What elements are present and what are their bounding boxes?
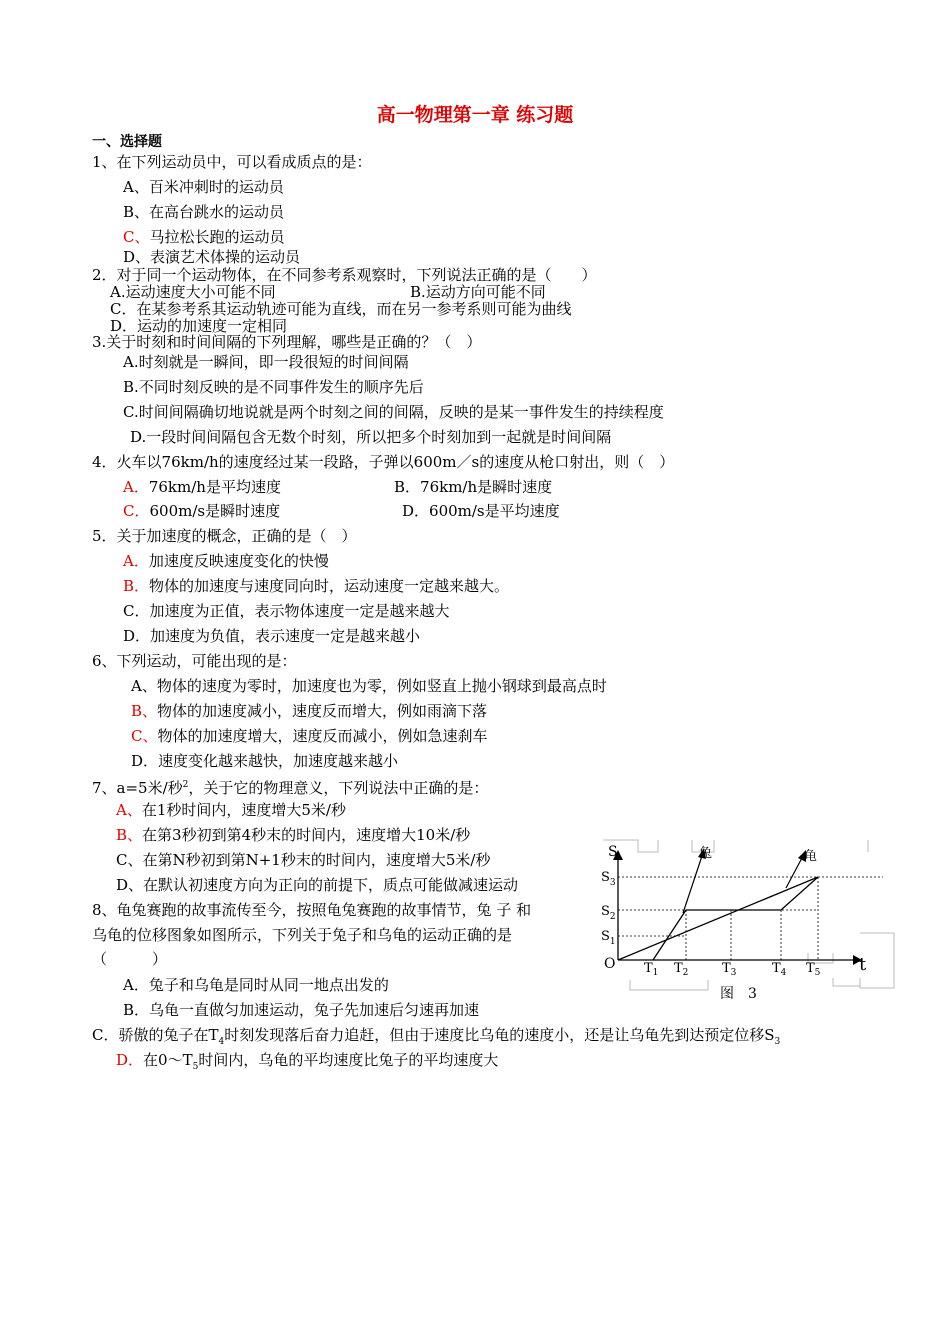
answer-key: A． [123, 478, 149, 496]
q4-option-d: D．600m/s是平均速度 [402, 502, 560, 520]
q4-option-c [123, 502, 280, 520]
subscript: 5 [814, 968, 821, 978]
q2-stem: 2．对于同一个运动物体，在不同参考系观察时，下列说法正确的是（ ） [92, 266, 597, 284]
stem-text: 7、a=5米/秒 [92, 779, 183, 797]
subscript: 3 [730, 968, 737, 978]
q5-option-d: D．加速度为负值，表示速度一定是越来越小 [123, 627, 421, 645]
answer-key: B、 [131, 702, 158, 720]
option-text: 物体的加速度与速度同向时，运动速度一定越来越大。 [149, 577, 510, 595]
label-s1 [601, 929, 616, 947]
subscript: 4 [780, 968, 787, 978]
label-text: T [772, 961, 781, 976]
q1-option-a: A、百米冲刺时的运动员 [123, 178, 284, 196]
q4-option-b: B．76km/h是瞬时速度 [394, 478, 553, 496]
page-title: 高一物理第一章 练习题 [376, 104, 574, 126]
answer-key: C、 [123, 228, 150, 246]
option-text: 物体的加速度增大，速度反而减小，例如急速刹车 [157, 727, 488, 745]
guide-lines [618, 877, 883, 960]
subscript: 2 [682, 968, 689, 978]
q7-option-d: D、在默认初速度方向为正向的前提下，质点可能做减速运动 [116, 876, 519, 894]
q7-stem [92, 776, 488, 797]
label-text: S [601, 929, 610, 944]
label-text: T [644, 961, 653, 976]
rabbit-line [653, 877, 818, 960]
subscript: 3 [609, 878, 616, 888]
q3-option-b: B.不同时刻反映的是不同事件发生的顺序先后 [123, 378, 424, 396]
subscript: 3 [774, 1037, 781, 1047]
q8-option-d [116, 1051, 498, 1076]
q1-option-c [123, 228, 285, 246]
q7-option-a [116, 801, 346, 819]
q2-option-a: A.运动速度大小可能不同 [110, 283, 276, 301]
q4-stem: 4．火车以76km/h的速度经过某一段路，子弹以600m／s的速度从枪口射出，则（ ） [92, 453, 675, 471]
turtle-line [618, 877, 818, 960]
q5-option-b [123, 577, 509, 595]
subscript: 1 [609, 937, 616, 947]
q5-option-c: C．加速度为正值，表示物体速度一定是越来越大 [123, 602, 450, 620]
q4-option-a [123, 478, 281, 496]
figure-caption: 图 3 [720, 986, 757, 1002]
q6-stem: 6、下列运动，可能出现的是： [92, 652, 297, 670]
q7-option-b [116, 826, 470, 844]
subscript: 5 [192, 1062, 199, 1072]
label-text: T [722, 961, 731, 976]
label-t1 [644, 961, 658, 978]
q6-option-a: A、物体的速度为零时，加速度也为零，例如竖直上抛小钢球到最高点时 [131, 677, 607, 695]
option-text: 在0～T [143, 1051, 193, 1069]
q1-option-d: D、表演艺术体操的运动员 [123, 248, 301, 266]
answer-key: B． [123, 577, 150, 595]
label-s2 [601, 904, 616, 922]
option-text: 时刻发现落后奋力追赶，但由于速度比乌龟的速度小，还是让乌龟先到达预定位移S [224, 1026, 775, 1044]
y-axis-label: S [608, 844, 618, 860]
q3-option-a: A.时刻就是一瞬间，即一段很短的时间间隔 [123, 353, 409, 371]
answer-key: A、 [116, 801, 142, 819]
option-text: 加速度反映速度变化的快慢 [148, 552, 329, 570]
q3-option-d: D.一段时间间隔包含无数个时刻，所以把多个时刻加到一起就是时间间隔 [130, 428, 612, 446]
q3-stem: 3.关于时刻和时间间隔的下列理解，哪些是正确的？（ ） [92, 333, 482, 351]
answer-key: B、 [116, 826, 143, 844]
origin-label: O [604, 956, 616, 972]
q5-stem: 5．关于加速度的概念，正确的是（ ） [92, 527, 357, 545]
q8-option-b: B．乌龟一直做匀加速运动，兔子先加速后匀速再加速 [123, 1001, 480, 1019]
label-text: T [806, 961, 815, 976]
section-heading: 一、选择题 [92, 134, 162, 150]
q1-stem: 1、在下列运动员中，可以看成质点的是： [92, 153, 372, 171]
q6-option-c [131, 727, 488, 745]
q8-option-c [92, 1026, 780, 1051]
option-text: 600m/s是瞬时速度 [149, 502, 281, 520]
label-text: S [601, 870, 610, 885]
q8-stem-line2: 乌龟的位移图象如图所示，下列关于兔子和乌龟的运动正确的是 [92, 926, 513, 944]
label-t3 [722, 961, 737, 978]
q2-option-c: C．在某参考系其运动轨迹可能为直线，而在另一参考系则可能为曲线 [110, 300, 572, 318]
x-axis-label: t [859, 954, 867, 975]
turtle-label: 龟 [804, 849, 818, 864]
subscript: 2 [609, 912, 616, 922]
q3-option-c: C.时间间隔确切地说就是两个时刻之间的间隔，反映的是某一事件发生的持续程度 [123, 403, 664, 421]
answer-key: C． [123, 502, 150, 520]
turtle-pointer [786, 856, 803, 888]
subscript: 4 [218, 1037, 225, 1047]
q6-option-d: D．速度变化越来越快，加速度越来越小 [131, 752, 399, 770]
option-text: 时间内，乌龟的平均速度比兔子的平均速度大 [198, 1051, 499, 1069]
q6-option-b [131, 702, 487, 720]
q2-option-b: B.运动方向可能不同 [410, 283, 546, 301]
label-t2 [674, 961, 688, 978]
label-s3 [601, 870, 616, 888]
answer-key: C、 [131, 727, 158, 745]
q8-option-a: A．兔子和乌龟是同时从同一地点出发的 [123, 976, 389, 994]
option-text: 在1秒时间内，速度增大5米/秒 [141, 801, 346, 819]
option-text: 76km/h是平均速度 [148, 478, 281, 496]
q7-option-c: C、在第N秒初到第N+1秒末的时间内，速度增大5米/秒 [116, 851, 491, 869]
displacement-time-figure [598, 838, 898, 1008]
q8-stem-line3: （ ） [92, 950, 168, 968]
label-text: T [674, 961, 683, 976]
q2-option-d: D．运动的加速度一定相同 [110, 317, 288, 335]
rabbit-label: 兔 [699, 846, 713, 861]
q8-stem-line1: 8、龟兔赛跑的故事流传至今，按照龟兔赛跑的故事情节，兔 子 和 [92, 901, 532, 919]
rabbit-pointer [683, 856, 702, 913]
label-t5 [806, 961, 821, 978]
stem-text: ，关于它的物理意义，下列说法中正确的是： [188, 779, 489, 797]
label-text: S [601, 904, 610, 919]
superscript: 2 [182, 780, 189, 790]
q1-option-b: B、在高台跳水的运动员 [123, 203, 285, 221]
subscript: 1 [652, 968, 659, 978]
answer-key: A． [123, 552, 149, 570]
answer-key: D． [116, 1051, 144, 1069]
option-text: 在第3秒初到第4秒末的时间内，速度增大10米/秒 [142, 826, 471, 844]
option-text: 马拉松长跑的运动员 [149, 228, 285, 246]
option-text: 物体的加速度减小，速度反而增大，例如雨滴下落 [157, 702, 488, 720]
label-t4 [772, 961, 787, 978]
option-text: C．骄傲的兔子在T [92, 1026, 219, 1044]
q5-option-a [123, 552, 329, 570]
